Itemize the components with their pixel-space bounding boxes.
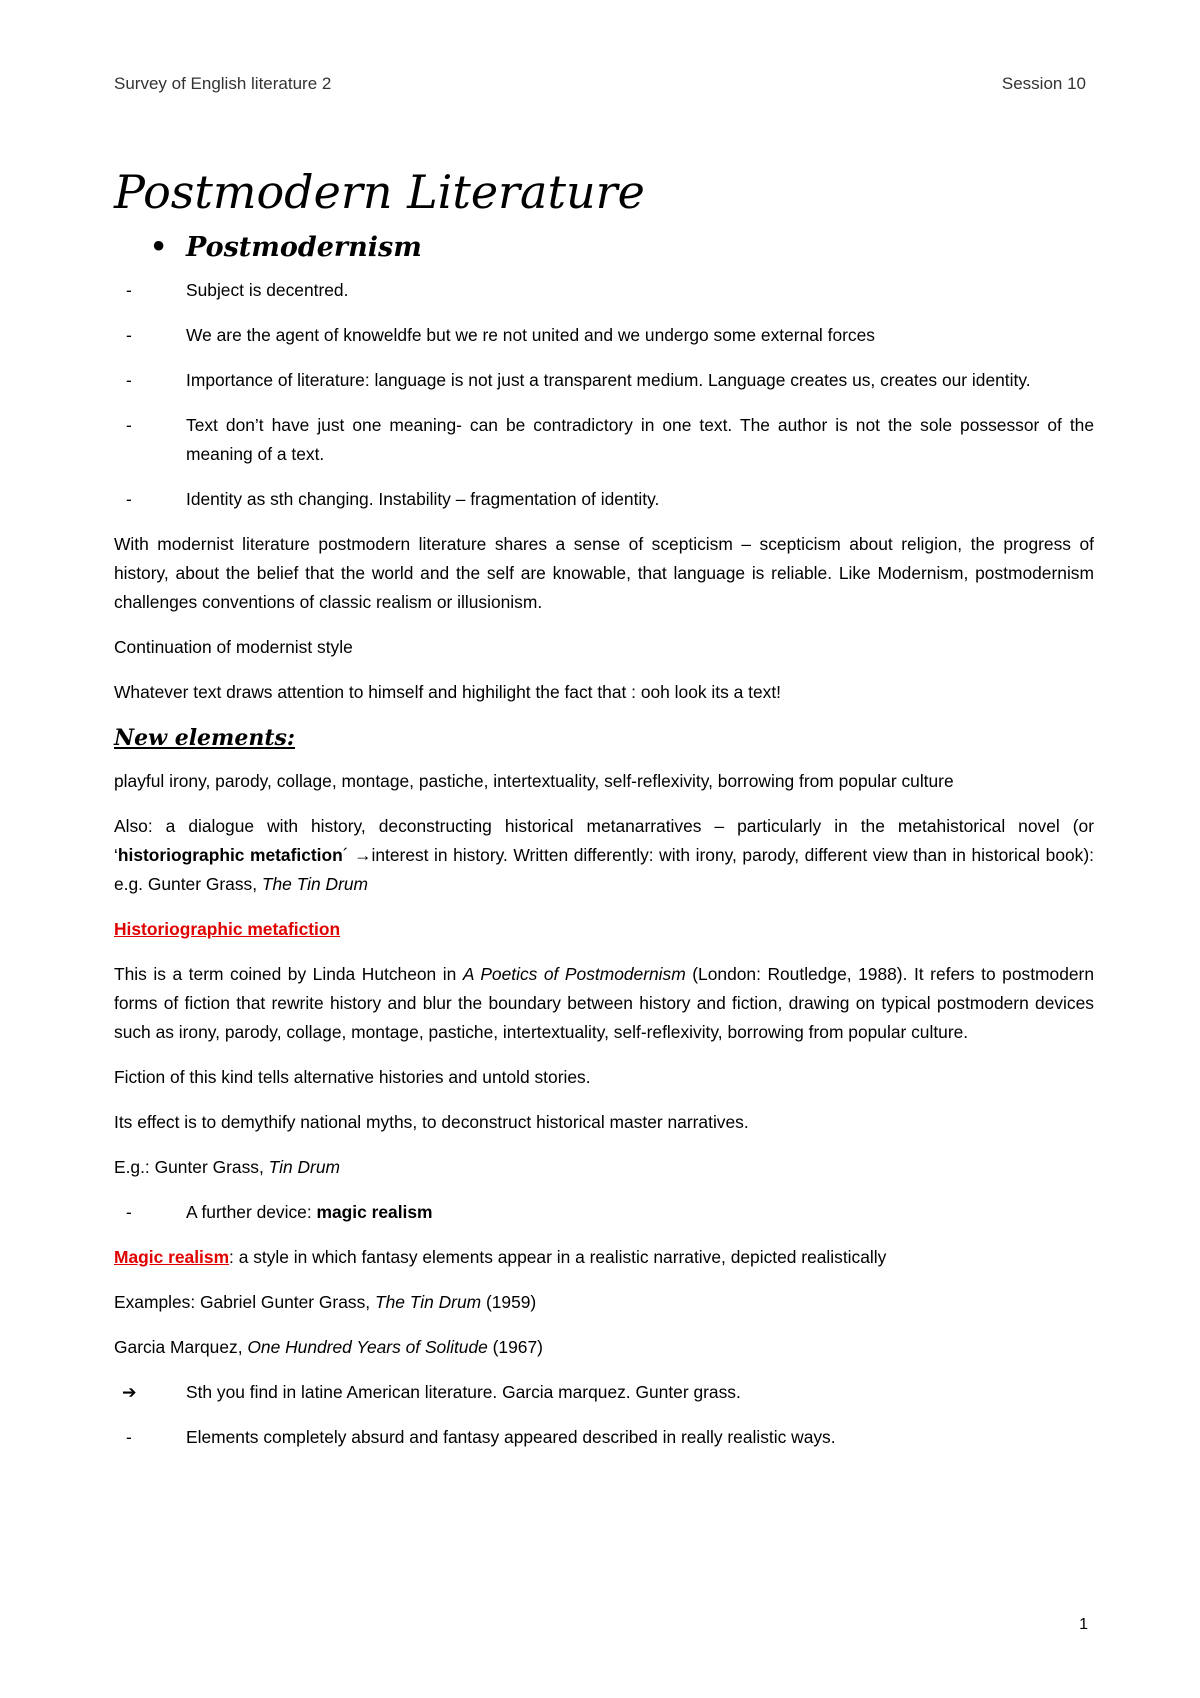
list-item [114, 1198, 1094, 1227]
magic-realism-heading: Magic realism [114, 1247, 230, 1267]
historiographic-heading [114, 915, 1094, 944]
paragraph-whatever: Whatever text draws attention to himself and highilight the fact that : ooh look its a text! [114, 682, 782, 702]
list-item [114, 276, 1094, 305]
garcia-suffix: (1967) [487, 1337, 543, 1357]
dash-icon: - [126, 1427, 132, 1447]
device-prefix: A further device: [186, 1202, 317, 1222]
list-item [114, 366, 1094, 395]
bullet-dot-icon: • [150, 232, 168, 263]
list-item-text: Importance of literature: language is not just a transparent medium. Language creates us, creates our identity. [186, 370, 1031, 390]
eg-prefix: E.g.: Gunter Grass, [114, 1157, 269, 1177]
arrow-bullet-icon: ➔ [122, 1382, 137, 1402]
dash-icon: - [126, 280, 132, 300]
coined-text-2: (London: Routledge, 1988). It refers to postmodern forms of fiction that rewrite history and blur the boundary between history and fiction, drawing on typical postmodern devices such as irony, parody, collage, montage, pastiche, intertextuality, self-reflexivity, borrowing from popular culture. [114, 964, 1095, 1042]
examples-suffix: (1959) [481, 1292, 537, 1312]
list-item [114, 485, 1094, 514]
also-text-1: Also: a dialogue with history, deconstructing historical metanarratives – particularly in the metahistorical novel (or ‘ [114, 816, 1094, 865]
header-session: Session 10 [1001, 74, 1086, 93]
also-italic-title: The Tin Drum [261, 874, 369, 894]
also-bold-term: historiographic metafiction [117, 845, 343, 865]
paragraph-scepticism: With modernist literature postmodern literature shares a sense of scepticism – scepticism about religion, the progress of history, about the belief that the world and the self are knowable, that language is reliable. Like Modernism, postmodernism challenges conventions of classic realism or illusionism. [114, 534, 1094, 612]
coined-italic-title: A Poetics of Postmodernism [462, 964, 686, 984]
list-item [114, 1423, 1094, 1452]
also-text-3: interest in history. Written differently: with irony, parody, different view than in historical book): e.g. Gunter Grass, [114, 845, 1095, 894]
list-item-text [186, 1198, 1094, 1227]
also-text-2: ´ [342, 845, 355, 865]
paragraph-effect: Its effect is to demythify national myths, to deconstruct historical master narratives. [114, 1112, 749, 1132]
paragraph-coined [114, 960, 1094, 1047]
paragraph-fiction: Fiction of this kind tells alternative histories and untold stories. [114, 1067, 591, 1087]
header-course-title: Survey of English literature 2 [114, 74, 332, 93]
examples-italic-title: The Tin Drum [374, 1292, 482, 1312]
paragraph-continuation: Continuation of modernist style [114, 637, 353, 657]
bullet-heading [150, 230, 1094, 266]
document-body [114, 162, 1094, 1468]
dash-icon: - [126, 489, 132, 509]
dash-icon: - [126, 1202, 132, 1222]
list-item-text: Subject is decentred. [186, 280, 349, 300]
paragraph-eg [114, 1153, 1094, 1182]
new-elements-heading: New elements: [114, 725, 295, 751]
list-item-text: We are the agent of knoweldfe but we re not united and we undergo some external forces [186, 325, 875, 345]
historiographic-heading-text: Historiographic metafiction [114, 919, 341, 939]
dash-icon: - [126, 415, 132, 435]
coined-text-1: This is a term coined by Linda Hutcheon in [114, 964, 463, 984]
paragraph-garcia [114, 1333, 1094, 1362]
list-item-text: Elements completely absurd and fantasy appeared described in really realistic ways. [186, 1427, 836, 1447]
garcia-italic-title: One Hundred Years of Solitude [247, 1337, 488, 1357]
page-number: 1 [1079, 1616, 1088, 1633]
page-header [114, 74, 1086, 94]
magic-realism-definition: : a style in which fantasy elements appear in a realistic narrative, depicted realistically [229, 1247, 887, 1267]
dash-icon: - [126, 370, 132, 390]
eg-italic-title: Tin Drum [268, 1157, 340, 1177]
list-item [114, 321, 1094, 350]
paragraph-also [114, 812, 1094, 899]
list-item [114, 411, 1094, 469]
arrow-icon: → [354, 845, 372, 865]
paragraph-magic-realism [114, 1243, 1094, 1272]
garcia-prefix: Garcia Marquez, [114, 1337, 248, 1357]
examples-prefix: Examples: Gabriel Gunter Grass, [114, 1292, 375, 1312]
list-item [114, 1378, 1094, 1407]
list-item-text: Sth you find in latine American literature. Garcia marquez. Gunter grass. [186, 1382, 741, 1402]
device-bold: magic realism [316, 1202, 433, 1222]
paragraph-playful: playful irony, parody, collage, montage, pastiche, intertextuality, self-reflexivity, borrowing from popular culture [114, 771, 954, 791]
list-item-text: Identity as sth changing. Instability – fragmentation of identity. [186, 489, 660, 509]
list-item-text: Text don’t have just one meaning- can be contradictory in one text. The author is not the sole possessor of the meaning of a text. [186, 415, 1094, 464]
paragraph-examples [114, 1288, 1094, 1317]
bullet-heading-text: Postmodernism [186, 232, 422, 263]
page-title: Postmodern Literature [114, 165, 645, 219]
dash-icon: - [126, 325, 132, 345]
